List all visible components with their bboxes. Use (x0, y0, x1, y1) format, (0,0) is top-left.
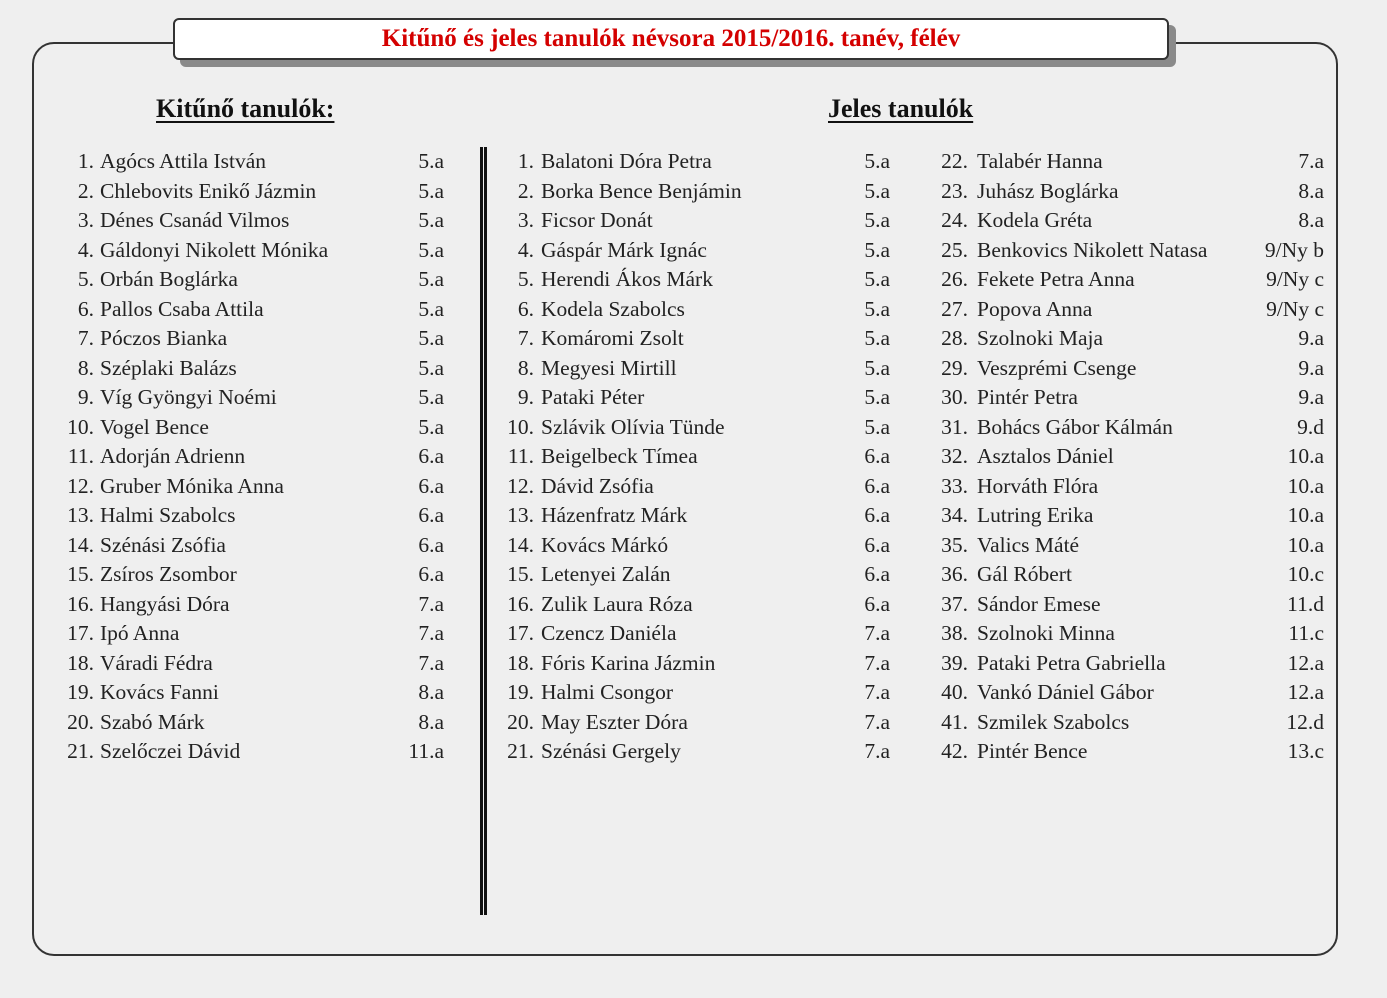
list-item (930, 678, 1324, 708)
list-item-number: 23. (941, 178, 968, 203)
student-class: 9/Ny b (1264, 237, 1324, 262)
list-item (930, 354, 1324, 384)
student-name: Asztalos Dániel (977, 444, 1114, 468)
list-item-number: 16. (67, 591, 94, 616)
student-class: 6.a (864, 532, 890, 557)
list-item (56, 501, 444, 531)
list-item (930, 295, 1324, 325)
student-name: Gál Róbert (977, 562, 1072, 586)
list-item-number: 16. (507, 591, 534, 616)
list-item (56, 590, 444, 620)
student-name: Pallos Csaba Attila (100, 296, 264, 321)
student-class: 9.a (1298, 385, 1324, 409)
list-item (930, 590, 1324, 620)
student-class: 10.a (1287, 444, 1324, 468)
list-item (496, 560, 890, 590)
student-name: Házenfratz Márk (541, 503, 688, 527)
student-name: Czencz Daniéla (541, 621, 677, 645)
student-name: Kovács Fanni (100, 680, 219, 704)
list-item (496, 501, 890, 531)
student-class: 9/Ny c (1266, 267, 1324, 291)
student-class: 7.a (864, 709, 890, 734)
student-class: 6.a (864, 503, 890, 527)
list-item-number: 2. (517, 178, 534, 203)
student-class: 5.a (418, 414, 444, 439)
list-item-number: 39. (941, 650, 968, 675)
student-class: 5.a (864, 149, 890, 173)
student-name: Szlávik Olívia Tünde (541, 414, 725, 439)
list-item-number: 30. (941, 385, 968, 409)
student-name: Szolnoki Minna (977, 621, 1115, 645)
list-item-number: 37. (941, 591, 968, 616)
student-class: 5.a (418, 178, 444, 203)
student-class: 12.d (1286, 709, 1324, 734)
list-item-number: 15. (507, 562, 534, 586)
student-name: Kodela Gréta (977, 208, 1093, 232)
list-item-number: 14. (507, 532, 534, 557)
list-item (930, 265, 1324, 295)
student-class: 6.a (864, 591, 890, 616)
student-name: Borka Bence Benjámin (541, 178, 742, 203)
list-item-number: 9. (517, 385, 534, 409)
list-item-number: 13. (67, 503, 94, 527)
column-divider (480, 147, 487, 915)
list-item (56, 472, 444, 502)
student-class: 5.a (864, 267, 890, 291)
student-class: 10.a (1287, 503, 1324, 527)
list-item-number: 42. (941, 739, 968, 763)
list-item (930, 383, 1324, 413)
student-name: Halmi Szabolcs (100, 503, 236, 527)
list-item (496, 442, 890, 472)
student-class: 7.a (864, 739, 890, 763)
student-name: Szolnoki Maja (977, 326, 1103, 350)
list-item (496, 206, 890, 236)
list-item (496, 295, 890, 325)
list-item-number: 8. (517, 355, 534, 380)
list-item (56, 265, 444, 295)
list-item-number: 36. (941, 562, 968, 586)
list-item-number: 24. (941, 208, 968, 232)
list-item (930, 649, 1324, 679)
student-name: Kodela Szabolcs (541, 296, 685, 321)
list-item (56, 531, 444, 561)
student-class: 9.a (1298, 326, 1324, 350)
student-name: Gáspár Márk Ignác (541, 237, 707, 262)
list-item-number: 34. (941, 503, 968, 527)
list-item (496, 354, 890, 384)
student-class: 6.a (418, 503, 444, 527)
student-class: 5.a (864, 355, 890, 380)
student-class: 6.a (418, 562, 444, 586)
student-class: 5.a (418, 237, 444, 262)
list-item-number: 2. (77, 178, 94, 203)
list-item (56, 619, 444, 649)
list-item (496, 649, 890, 679)
list-item (930, 147, 1324, 177)
student-class: 8.a (418, 680, 444, 704)
student-name: Váradi Fédra (100, 650, 213, 675)
list-item-number: 15. (67, 562, 94, 586)
student-class: 5.a (864, 296, 890, 321)
student-name: Balatoni Dóra Petra (541, 149, 712, 173)
student-class: 5.a (418, 326, 444, 350)
student-name: Juhász Boglárka (977, 178, 1119, 203)
student-name: Talabér Hanna (977, 149, 1103, 173)
student-class: 9.a (1298, 355, 1324, 380)
student-class: 5.a (864, 326, 890, 350)
list-item-number: 17. (67, 621, 94, 645)
student-name: Szabó Márk (100, 709, 205, 734)
list-item (496, 678, 890, 708)
student-name: Zulik Laura Róza (541, 591, 693, 616)
jelesek-heading: Jeles tanulók (828, 94, 974, 123)
list-item-number: 4. (77, 237, 94, 262)
list-item (56, 206, 444, 236)
list-item (930, 442, 1324, 472)
list-item (56, 236, 444, 266)
list-item (496, 531, 890, 561)
student-class: 5.a (418, 296, 444, 321)
list-item-number: 1. (77, 149, 94, 173)
student-class: 11.a (408, 739, 444, 763)
student-name: Herendi Ákos Márk (541, 267, 713, 291)
student-name: Horváth Flóra (977, 473, 1099, 498)
list-item (56, 413, 444, 443)
student-name: Pintér Bence (977, 739, 1088, 763)
student-name: Fekete Petra Anna (977, 267, 1135, 291)
list-item-number: 11. (67, 444, 94, 468)
list-item (496, 236, 890, 266)
student-class: 5.a (418, 267, 444, 291)
student-name: Víg Gyöngyi Noémi (100, 385, 277, 409)
student-class: 5.a (864, 414, 890, 439)
list-item (496, 708, 890, 738)
list-item-number: 6. (517, 296, 534, 321)
student-class: 5.a (864, 385, 890, 409)
list-item (496, 619, 890, 649)
list-item-number: 26. (941, 267, 968, 291)
student-name: Popova Anna (977, 296, 1093, 321)
list-item (56, 147, 444, 177)
list-item-number: 5. (517, 267, 534, 291)
list-item-number: 13. (507, 503, 534, 527)
student-name: Vogel Bence (100, 414, 209, 439)
list-item (930, 531, 1324, 561)
list-item (56, 442, 444, 472)
student-class: 11.d (1287, 591, 1324, 616)
student-name: Póczos Bianka (100, 326, 228, 350)
list-item (930, 560, 1324, 590)
student-class: 12.a (1287, 650, 1324, 675)
student-class: 13.c (1287, 739, 1324, 763)
student-name: Ipó Anna (100, 621, 180, 645)
list-item-number: 3. (517, 208, 534, 232)
list-item (56, 678, 444, 708)
list-item (930, 236, 1324, 266)
list-item (496, 383, 890, 413)
list-item (56, 737, 444, 767)
student-class: 5.a (418, 385, 444, 409)
student-name: Valics Máté (977, 532, 1080, 557)
list-item-number: 17. (507, 621, 534, 645)
student-class: 11.c (1288, 621, 1324, 645)
list-item-number: 31. (941, 414, 968, 439)
student-class: 12.a (1287, 680, 1324, 704)
list-item (56, 560, 444, 590)
list-item-number: 29. (941, 355, 968, 380)
student-class: 6.a (418, 473, 444, 498)
list-item-number: 7. (77, 326, 94, 350)
student-name: Szénási Zsófia (100, 532, 226, 557)
student-name: Lutring Erika (977, 503, 1094, 527)
student-name: Pintér Petra (977, 385, 1078, 409)
student-name: Kovács Márkó (541, 532, 669, 557)
student-class: 10.a (1287, 532, 1324, 557)
student-class: 7.a (1298, 149, 1324, 173)
list-item-number: 9. (77, 385, 94, 409)
list-item-number: 28. (941, 326, 968, 350)
student-name: Ficsor Donát (541, 208, 653, 232)
list-item (56, 649, 444, 679)
list-item (56, 324, 444, 354)
student-class: 5.a (418, 208, 444, 232)
list-item (56, 708, 444, 738)
student-name: May Eszter Dóra (541, 709, 688, 734)
list-item-number: 40. (941, 680, 968, 704)
list-item (496, 472, 890, 502)
student-class: 6.a (418, 444, 444, 468)
list-item-number: 4. (517, 237, 534, 262)
student-class: 10.c (1287, 562, 1324, 586)
student-class: 7.a (864, 680, 890, 704)
student-class: 6.a (864, 473, 890, 498)
student-name: Benkovics Nikolett Natasa (977, 237, 1208, 262)
list-item-number: 12. (507, 473, 534, 498)
student-name: Agócs Attila István (100, 149, 267, 173)
student-class: 6.a (418, 532, 444, 557)
list-item-number: 10. (67, 414, 94, 439)
student-class: 9.d (1297, 414, 1324, 439)
list-item-number: 35. (941, 532, 968, 557)
list-item-number: 22. (941, 149, 968, 173)
list-item-number: 5. (77, 267, 94, 291)
list-item (496, 147, 890, 177)
list-item-number: 33. (941, 473, 968, 498)
student-class: 10.a (1287, 473, 1324, 498)
list-item-number: 41. (941, 709, 968, 734)
student-name: Sándor Emese (977, 591, 1101, 616)
student-class: 8.a (418, 709, 444, 734)
student-class: 8.a (1298, 178, 1324, 203)
list-item-number: 19. (67, 680, 94, 704)
student-name: Széplaki Balázs (100, 355, 237, 380)
student-name: Letenyei Zalán (541, 562, 671, 586)
list-item-number: 21. (67, 739, 94, 763)
list-item-number: 21. (507, 739, 534, 763)
student-name: Pataki Péter (541, 385, 645, 409)
list-item-number: 3. (77, 208, 94, 232)
list-item-number: 10. (507, 414, 534, 439)
student-name: Gruber Mónika Anna (100, 473, 284, 498)
student-class: 9/Ny c (1266, 296, 1324, 321)
student-name: Szmilek Szabolcs (977, 709, 1130, 734)
student-class: 5.a (864, 178, 890, 203)
student-class: 7.a (418, 650, 444, 675)
student-name: Dénes Csanád Vilmos (100, 208, 290, 232)
list-item (930, 619, 1324, 649)
student-class: 5.a (418, 149, 444, 173)
student-name: Vankó Dániel Gábor (977, 680, 1154, 704)
student-class: 6.a (864, 444, 890, 468)
student-name: Szelőczei Dávid (100, 739, 241, 763)
list-item (56, 295, 444, 325)
list-item (930, 324, 1324, 354)
student-name: Halmi Csongor (541, 680, 673, 704)
student-name: Szénási Gergely (541, 739, 681, 763)
list-item (930, 501, 1324, 531)
list-item (496, 413, 890, 443)
list-item (496, 737, 890, 767)
list-item-number: 20. (67, 709, 94, 734)
student-class: 5.a (864, 237, 890, 262)
student-class: 7.a (864, 650, 890, 675)
student-class: 5.a (418, 355, 444, 380)
list-item-number: 6. (77, 296, 94, 321)
student-class: 8.a (1298, 208, 1324, 232)
student-class: 7.a (418, 621, 444, 645)
student-name: Hangyási Dóra (100, 591, 230, 616)
list-item (930, 206, 1324, 236)
list-item-number: 7. (517, 326, 534, 350)
list-item (496, 177, 890, 207)
list-item-number: 8. (77, 355, 94, 380)
list-item (930, 737, 1324, 767)
student-name: Zsíros Zsombor (100, 562, 237, 586)
list-item (930, 177, 1324, 207)
list-item (56, 354, 444, 384)
list-item-number: 14. (67, 532, 94, 557)
list-item (496, 324, 890, 354)
kitunok-heading: Kitűnő tanulók: (156, 94, 335, 123)
list-item-number: 18. (507, 650, 534, 675)
page-title: Kitűnő és jeles tanulók névsora 2015/2016. tanév, félév (173, 18, 1169, 60)
list-item-number: 27. (941, 296, 968, 321)
student-class: 6.a (864, 562, 890, 586)
student-class: 5.a (864, 208, 890, 232)
student-name: Pataki Petra Gabriella (977, 650, 1166, 675)
student-name: Orbán Boglárka (100, 267, 238, 291)
student-name: Fóris Karina Jázmin (541, 650, 716, 675)
student-name: Adorján Adrienn (100, 444, 246, 468)
list-item-number: 38. (941, 621, 968, 645)
student-name: Chlebovits Enikő Jázmin (100, 178, 317, 203)
list-item-number: 18. (67, 650, 94, 675)
student-name: Megyesi Mirtill (541, 355, 677, 380)
student-name: Beigelbeck Tímea (541, 444, 698, 468)
student-class: 7.a (864, 621, 890, 645)
list-item-number: 32. (941, 444, 968, 468)
list-item-number: 19. (507, 680, 534, 704)
list-item (930, 708, 1324, 738)
list-item (56, 177, 444, 207)
list-item (930, 413, 1324, 443)
list-item-number: 25. (941, 237, 968, 262)
list-item-number: 20. (507, 709, 534, 734)
student-class: 7.a (418, 591, 444, 616)
list-item (496, 590, 890, 620)
student-name: Komáromi Zsolt (541, 326, 684, 350)
list-item (930, 472, 1324, 502)
list-item (496, 265, 890, 295)
list-item-number: 11. (507, 444, 534, 468)
list-item (56, 383, 444, 413)
list-item-number: 12. (67, 473, 94, 498)
student-name: Veszprémi Csenge (977, 355, 1137, 380)
student-name: Gáldonyi Nikolett Mónika (100, 237, 329, 262)
student-name: Dávid Zsófia (541, 473, 654, 498)
list-item-number: 1. (517, 149, 534, 173)
student-name: Bohács Gábor Kálmán (977, 414, 1173, 439)
